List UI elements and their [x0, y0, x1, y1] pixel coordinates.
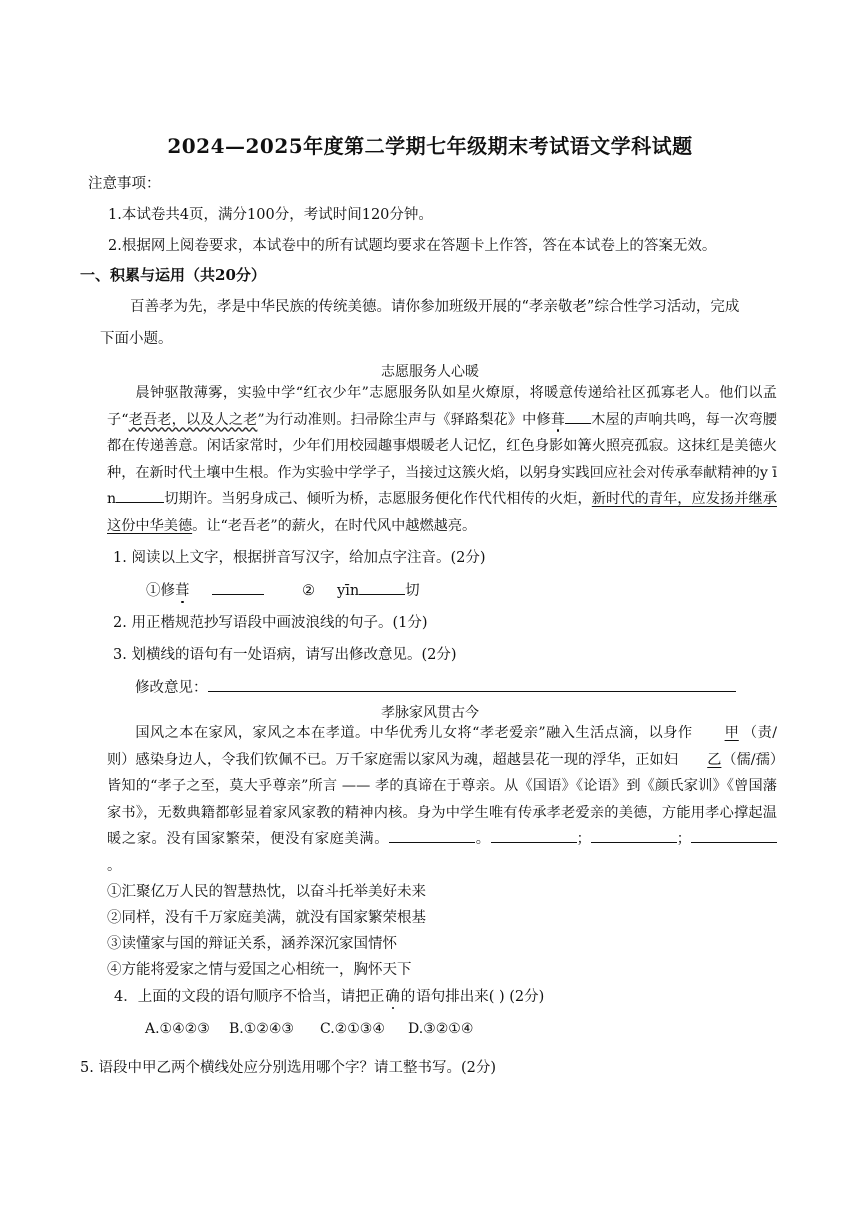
- blank-jia: 甲: [724, 725, 739, 741]
- q4-dotted: [370, 989, 417, 1005]
- q1-b-blank[interactable]: [359, 580, 405, 595]
- blank-yi: 乙: [707, 751, 722, 768]
- page-title: 2024—2025年度第二学期七年级期末考试语文学科试题: [167, 134, 693, 158]
- notice-heading: 注意事项：: [88, 176, 161, 192]
- question-1: 1. 阅读以上文字，根据拼音写汉字，给加点字注音。(2分): [113, 550, 486, 566]
- q1-b-suffix: 切: [405, 583, 420, 599]
- question-4: [114, 985, 544, 1006]
- passage2-body: [107, 720, 777, 879]
- q4-option-a[interactable]: A.①④②③: [145, 1021, 210, 1037]
- sentence-4: ④方能将爱家之情与爱国之心相统一，胸怀天下: [107, 962, 412, 978]
- underlined-sentence: 新时代的青年，应发扬并继承这份中华美德: [107, 491, 777, 534]
- q4-suffix: 语句排出来( ) (2分): [416, 989, 545, 1005]
- q4-option-d[interactable]: D.③②①④: [408, 1021, 474, 1037]
- q1-b-pinyin: yīn: [337, 583, 360, 599]
- passage1-text-5: 。让“老吾老”的薪火，在时代风中越燃越亮。: [192, 517, 477, 534]
- passage1-body: [107, 380, 777, 539]
- pinyin-blank: [116, 488, 164, 503]
- sentence-1: ①汇聚亿万人民的智慧热忱，以奋斗托举美好未来: [107, 884, 426, 900]
- q4-prefix: 4．上面的文段的语句顺序不恰当，请把: [114, 989, 370, 1005]
- passage1-title: 志愿服务人心暖: [381, 364, 479, 380]
- order-blank-1[interactable]: [389, 828, 475, 843]
- q1-a-char: 葺: [175, 583, 190, 599]
- q4-dotted-text: 正确的: [369, 989, 417, 1005]
- q3-answer-label: 修改意见：: [135, 680, 208, 696]
- notice-item-2: 2.根据网上阅卷要求，本试卷中的所有试题均要求在答题卡上作答，答在本试卷上的答案无效。: [108, 238, 717, 254]
- order-blank-4[interactable]: [691, 828, 777, 843]
- passage2-text-3: （儒/孺）皆知的“孝子之至，莫大乎尊亲”所言 —— 孝的真谛在于尊亲。从《国语》《论语》到《颜氏家训》《曾国藩家书》，无数典籍都彰显着家风家教的精神内核。身为中学生唯有传承孝老爱亲的美德，方能用孝心撑起温暖之家。没有国家繁荣，便没有家庭美满。: [107, 751, 777, 847]
- wavy-quote: 老吾老，以及人之老: [128, 411, 258, 428]
- passage1-text-3: 木屋的声响共鸣，每一次弯腰都在传递善意。闲话家常时，少年们用校园趣事煨暖老人记忆，红色身影如篝火照亮孤寂。这抹红是美德火种，在新时代土壤中生根。作为实验中学学子，当接过这簇火焰，以躬身实践回应社会对传承奉献精神的y ī n: [107, 411, 777, 507]
- sentence-2: ②同样，没有千万家庭美满，就没有国家繁荣根基: [107, 910, 426, 926]
- passage2-text-1: 国风之本在家风，家风之本在孝道。中华优秀儿女将“孝老爱亲”融入生活点滴，以身作: [135, 725, 693, 741]
- section-intro-line1: 百善孝为先，孝是中华民族的传统美德。请你参加班级开展的“孝亲敬老”综合性学习活动，完成: [130, 299, 740, 315]
- sep-3: ；: [676, 831, 691, 847]
- notice-item-1: 1.本试卷共4页，满分100分，考试时间120分钟。: [108, 207, 433, 223]
- q1-b-label: ②: [302, 583, 315, 599]
- sentence-3: ③读懂家与国的辩证关系，涵养深沉家国情怀: [107, 936, 397, 952]
- question-3: 3. 划横线的语句有一处语病，请写出修改意见。(2分): [113, 647, 457, 663]
- passage1-text-2: ”为行动准则。扫帚除尘声与《驿路梨花》中修: [257, 411, 551, 428]
- passage2-title: 孝脉家风贯古今: [381, 705, 479, 721]
- passage1-text-1: 晨钟驱散薄雾，实验中学“红衣少年”志愿服务队如星火燎原，将暖意传递给社区孤寡老人。他们以孟子“: [107, 385, 777, 428]
- passage2-text-2: （责/则）感染身边人，令我们钦佩不已。万千家庭需以家风为魂，超越昙花一现的浮华，正如妇: [107, 725, 777, 768]
- q4-option-c[interactable]: C.②①③④: [320, 1021, 385, 1037]
- order-blank-3[interactable]: [591, 828, 677, 843]
- sep-1: 。: [475, 831, 491, 847]
- dotted-char: 葺: [550, 411, 566, 428]
- q1-a-label: ①修: [146, 583, 175, 599]
- order-blank-2[interactable]: [491, 828, 577, 843]
- passage1-text-4: 切期许。当躬身成己、倾听为桥，志愿服务便化作代代相传的火炬，: [164, 491, 592, 507]
- q1-part-b: [302, 579, 420, 600]
- q1-part-a: [146, 579, 264, 600]
- q3-answer-line[interactable]: [208, 677, 736, 692]
- q1-a-blank[interactable]: [212, 580, 264, 595]
- sep-end: 。: [107, 857, 122, 874]
- section-intro-line2: 下面小题。: [100, 331, 173, 347]
- q4-option-b[interactable]: B.①②④③: [229, 1021, 294, 1037]
- q3-answer-row: [135, 676, 736, 697]
- section-heading: 一、积累与运用（共20分）: [80, 266, 266, 284]
- answer-blank: [565, 409, 591, 424]
- sep-2: ；: [576, 831, 591, 847]
- question-5: 5. 语段中甲乙两个横线处应分别选用哪个字？请工整书写。(2分): [80, 1060, 496, 1076]
- question-2: 2. 用正楷规范抄写语段中画波浪线的句子。(1分): [113, 615, 428, 631]
